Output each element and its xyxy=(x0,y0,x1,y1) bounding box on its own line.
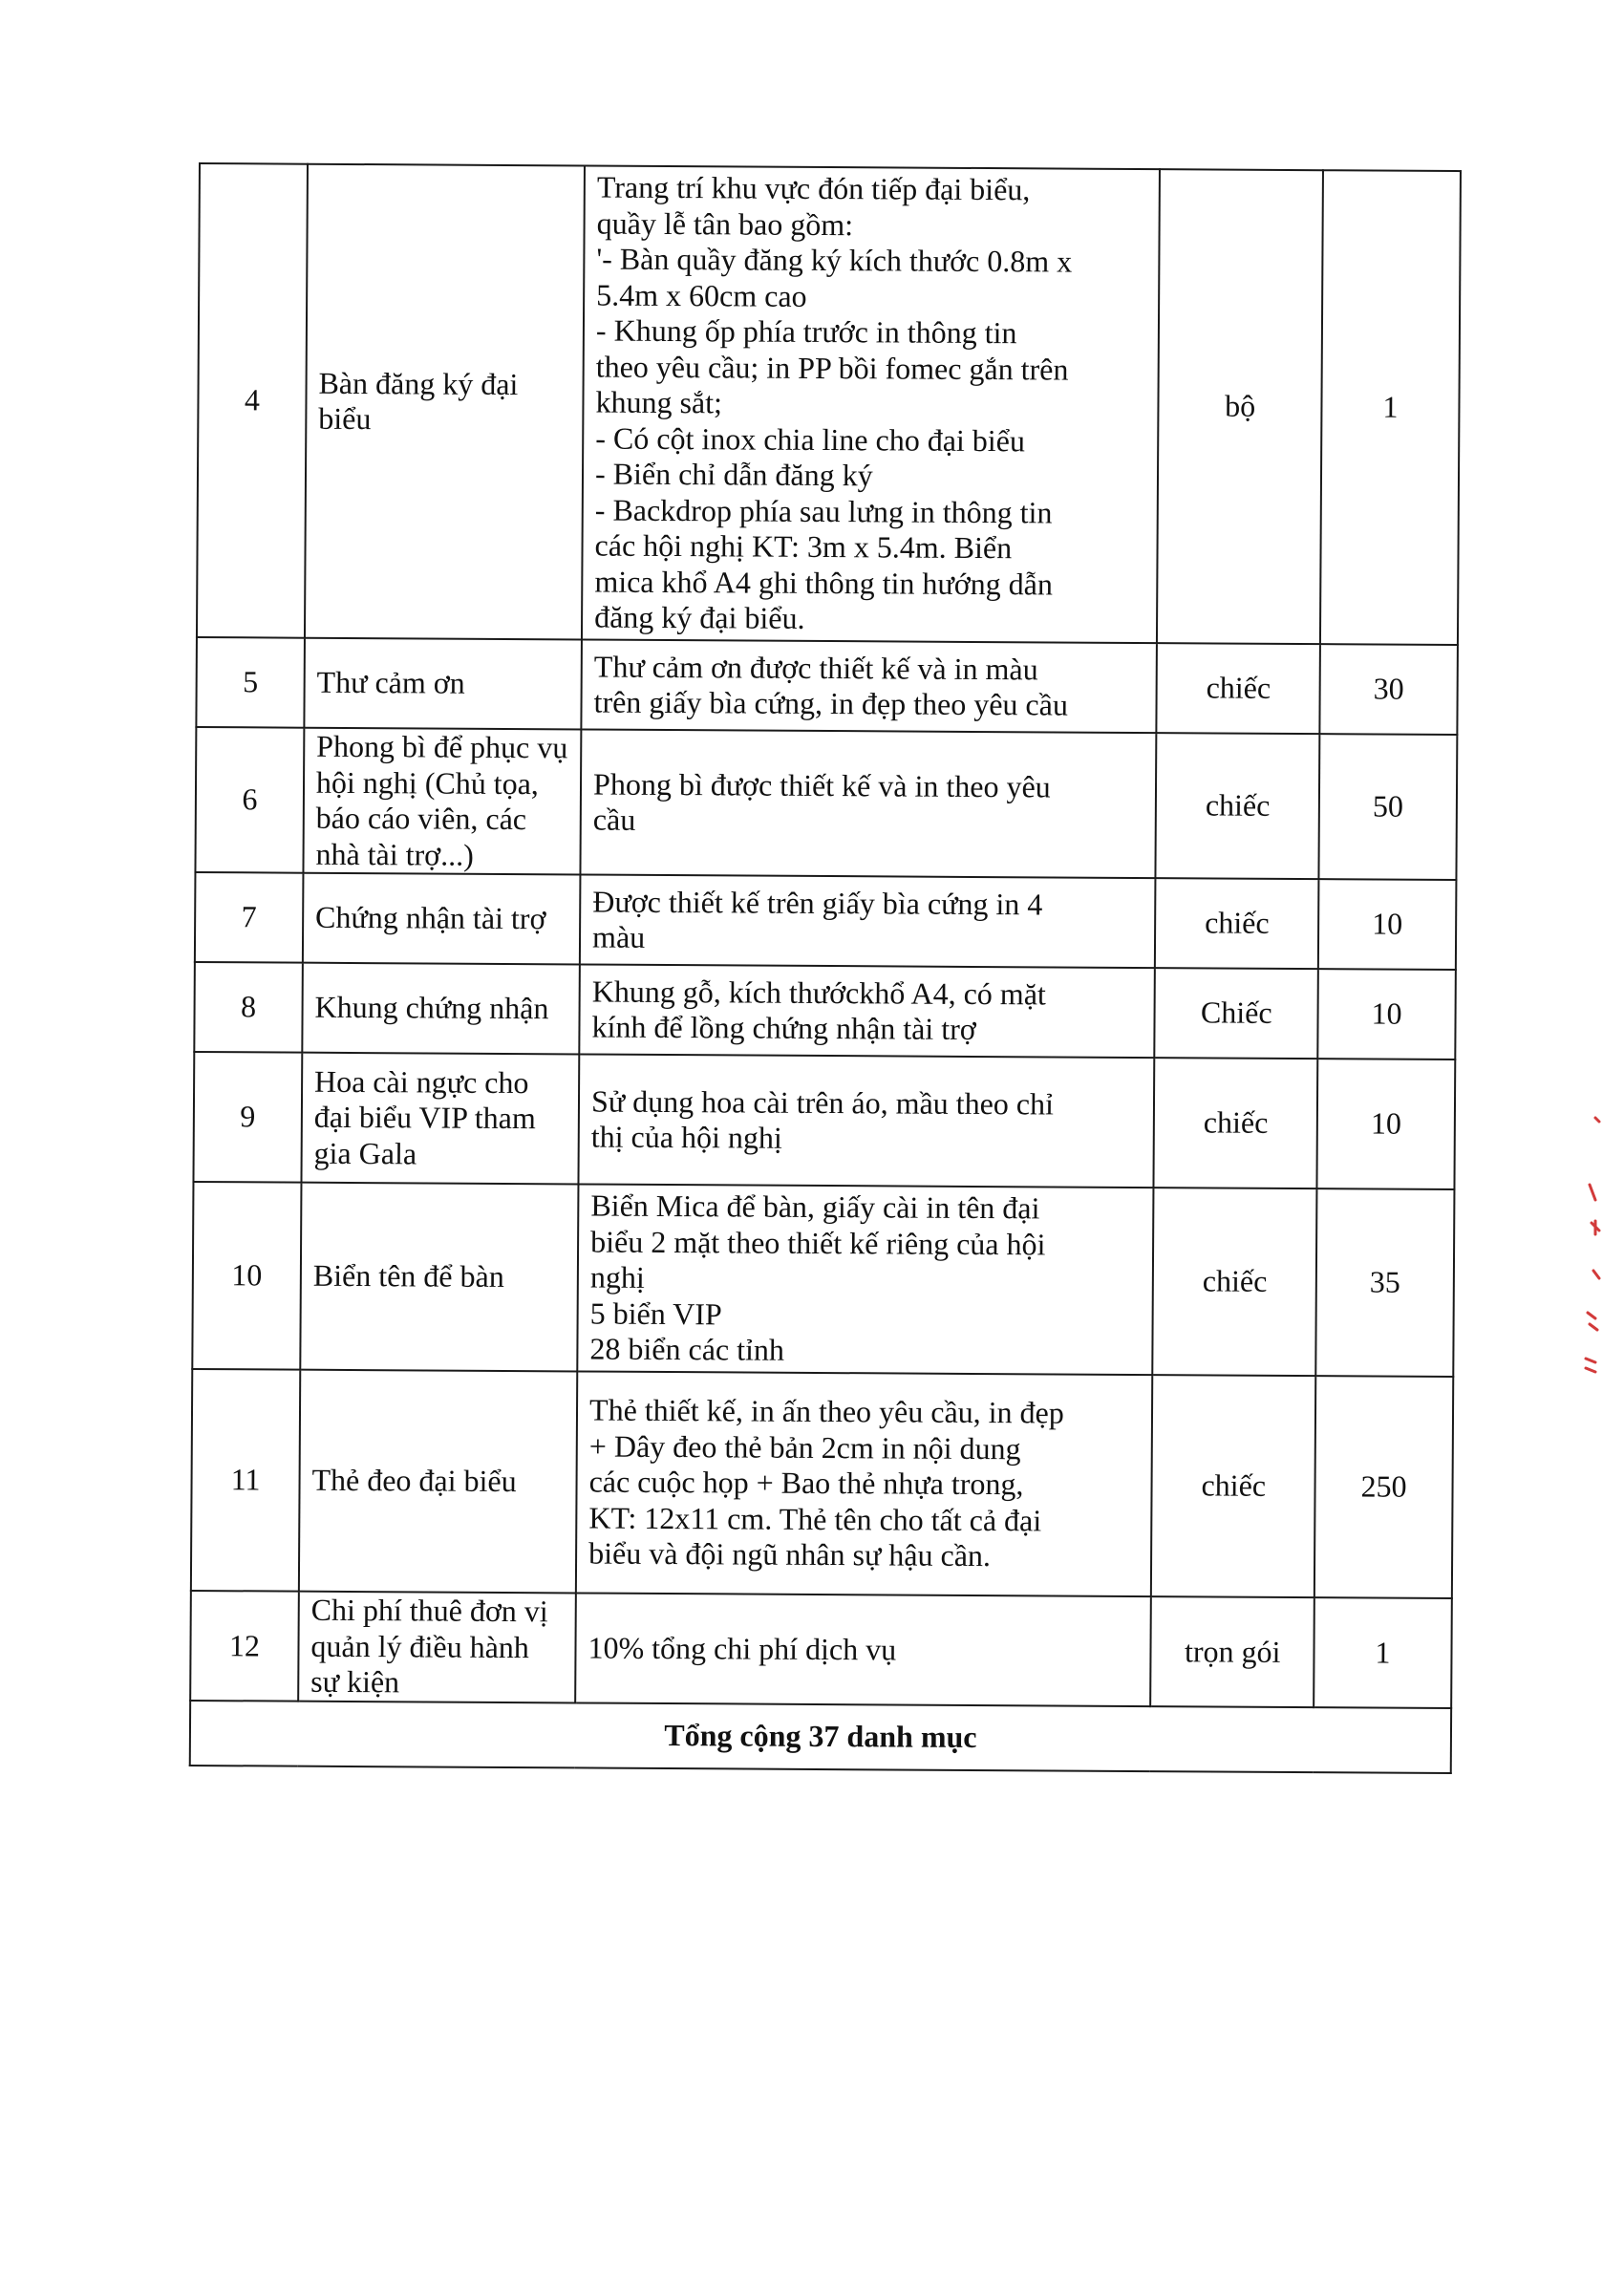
description-line: quầy lễ tân bao gồm: xyxy=(596,205,854,242)
item-description xyxy=(579,964,1155,1058)
item-unit: chiếc xyxy=(1154,1058,1317,1188)
description-line: mica khổ A4 ghi thông tin hướng dẫn xyxy=(594,564,1054,602)
table-row xyxy=(192,1182,1454,1377)
row-number: 8 xyxy=(194,962,303,1053)
items-table-body xyxy=(190,163,1461,1773)
item-quantity: 1 xyxy=(1320,170,1461,645)
description-line: trên giấy bìa cứng, in đẹp theo yêu cầu xyxy=(593,684,1069,722)
row-number: 6 xyxy=(195,727,304,873)
description-line: cầu xyxy=(592,802,636,837)
total-row xyxy=(190,1700,1451,1772)
description-line: Thư cảm ơn được thiết kế và in màu xyxy=(593,649,1038,686)
description-line: - Khung ốp phía trước in thông tin xyxy=(595,312,1017,351)
item-quantity: 30 xyxy=(1319,644,1458,735)
table-row xyxy=(195,872,1457,970)
item-description xyxy=(579,1054,1155,1188)
description-line: Sử dụng hoa cài trên áo, mầu theo chỉ xyxy=(590,1083,1055,1121)
row-number: 9 xyxy=(193,1052,302,1183)
item-unit: trọn gói xyxy=(1151,1596,1314,1707)
row-number: 7 xyxy=(195,872,304,963)
description-line: khung sắt; xyxy=(595,384,723,420)
item-quantity: 35 xyxy=(1315,1188,1454,1377)
item-unit: Chiếc xyxy=(1155,968,1318,1059)
item-unit: chiếc xyxy=(1155,878,1318,969)
description-line: + Dây đeo thẻ bản 2cm in nội dung xyxy=(588,1428,1021,1466)
item-quantity: 10 xyxy=(1316,1059,1455,1189)
table-row xyxy=(197,163,1461,645)
description-line: 5.4m x 60cm cao xyxy=(596,277,807,313)
description-line: các cuộc họp + Bao thẻ nhựa trong, xyxy=(588,1464,1024,1502)
description-line: - Biển chỉ dẫn đăng ký xyxy=(594,456,873,493)
item-quantity: 10 xyxy=(1318,879,1457,970)
row-number: 5 xyxy=(196,637,305,728)
description-line: màu xyxy=(592,919,646,954)
table-row xyxy=(196,637,1458,735)
item-quantity: 1 xyxy=(1314,1597,1452,1707)
description-line: - Có cột inox chia line cho đại biểu xyxy=(595,420,1026,459)
item-unit: bộ xyxy=(1157,169,1323,644)
item-name: Thư cảm ơn xyxy=(304,638,582,730)
description-line: - Backdrop phía sau lưng in thông tin xyxy=(594,492,1053,530)
item-unit: chiếc xyxy=(1151,1375,1315,1597)
description-line: Biển Mica để bàn, giấy cài in tên đại xyxy=(590,1188,1040,1226)
row-number: 11 xyxy=(191,1369,300,1592)
table-row xyxy=(195,727,1457,880)
item-quantity: 50 xyxy=(1318,734,1457,880)
description-line: thị của hội nghị xyxy=(590,1119,782,1155)
description-line: KT: 12x11 cm. Thẻ tên cho tất cả đại xyxy=(588,1500,1042,1538)
description-line: 10% tổng chi phí dịch vụ xyxy=(588,1630,897,1666)
item-name: Hoa cài ngực cho đại biểu VIP tham gia Gala xyxy=(301,1053,579,1185)
item-unit: chiếc xyxy=(1157,643,1320,734)
description-line: Thẻ thiết kế, in ấn theo yêu cầu, in đẹp xyxy=(588,1392,1064,1430)
description-line: Phong bì được thiết kế và in theo yêu xyxy=(592,766,1051,803)
table-row xyxy=(194,962,1456,1060)
item-name: Thẻ đeo đại biểu xyxy=(299,1370,578,1594)
item-description xyxy=(581,729,1157,878)
description-line: đăng ký đại biểu. xyxy=(594,599,805,636)
items-table xyxy=(189,162,1462,1774)
item-name: Khung chứng nhận xyxy=(302,963,580,1055)
item-name: Bàn đăng ký đại biểu xyxy=(305,164,585,640)
item-name: Phong bì để phục vụ hội nghị (Chủ tọa, báo cáo viên, các nhà tài trợ...) xyxy=(303,728,581,875)
item-description xyxy=(581,639,1157,733)
item-unit: chiếc xyxy=(1156,733,1319,879)
item-description xyxy=(575,1593,1151,1705)
item-description xyxy=(580,874,1156,968)
item-description xyxy=(577,1184,1154,1375)
red-stamp-edge-mark xyxy=(1567,1108,1605,1395)
description-line: theo yêu cầu; in PP bồi fomec gắn trên xyxy=(595,349,1069,387)
description-line: Khung gỗ, kích thướckhổ A4, có mặt xyxy=(591,974,1046,1011)
description-line: Được thiết kế trên giấy bìa cứng in 4 xyxy=(592,884,1043,921)
row-number: 12 xyxy=(190,1591,299,1701)
item-description xyxy=(576,1371,1153,1596)
total-label: Tổng cộng 37 danh mục xyxy=(190,1700,1451,1772)
description-line: biểu và đội ngũ nhân sự hậu cần. xyxy=(588,1535,992,1573)
description-line: các hội nghị KT: 3m x 5.4m. Biển xyxy=(594,527,1013,566)
description-line: Trang trí khu vực đón tiếp đại biểu, xyxy=(596,169,1031,207)
item-name: Biển tên để bàn xyxy=(300,1183,578,1372)
item-name: Chứng nhận tài trợ xyxy=(303,873,581,965)
table-row xyxy=(191,1369,1453,1598)
row-number: 4 xyxy=(197,163,308,638)
table-row xyxy=(190,1591,1452,1708)
item-description xyxy=(582,165,1160,643)
row-number: 10 xyxy=(192,1182,301,1370)
description-line: kính để lồng chứng nhận tài trợ xyxy=(591,1009,976,1046)
description-line: '- Bàn quầy đăng ký kích thước 0.8m x xyxy=(596,241,1073,279)
item-name: Chi phí thuê đơn vị quản lý điều hành sự kiện xyxy=(298,1592,576,1702)
description-line: nghị xyxy=(589,1259,645,1295)
description-line: 5 biển VIP xyxy=(589,1295,722,1332)
item-quantity: 10 xyxy=(1317,969,1456,1060)
item-quantity: 250 xyxy=(1314,1376,1453,1598)
description-line: biểu 2 mặt theo thiết kế riêng của hội xyxy=(590,1224,1046,1262)
table-row xyxy=(193,1052,1455,1189)
description-line: 28 biển các tỉnh xyxy=(589,1331,785,1368)
item-unit: chiếc xyxy=(1153,1188,1317,1376)
